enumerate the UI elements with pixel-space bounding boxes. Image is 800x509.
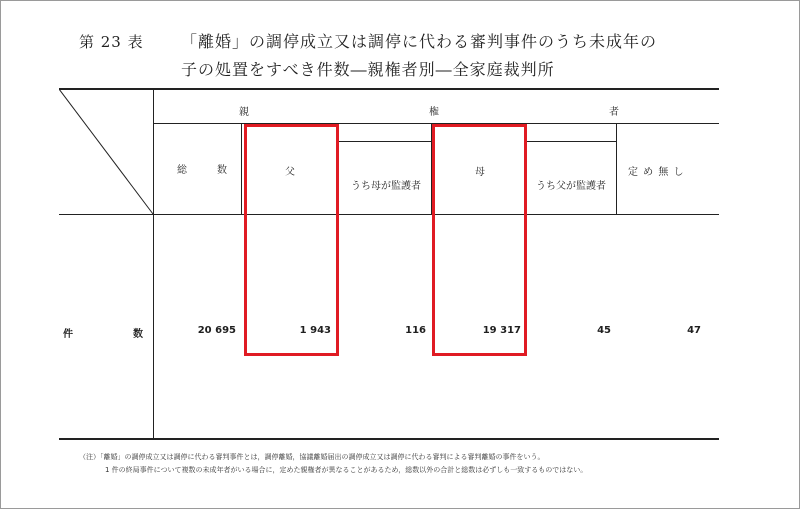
stub-diagonal-line — [59, 89, 154, 215]
table-title-line-2: 子の処置をすべき件数―親権者別―全家庭裁判所 — [181, 60, 555, 79]
sub-header-divider-father — [336, 141, 431, 142]
row-label-char-1: 件 — [63, 329, 73, 340]
column-border-5 — [616, 124, 617, 215]
column-border-1 — [241, 124, 242, 215]
value-father-custodian: 45 — [597, 325, 611, 336]
header-bottom-border — [59, 214, 719, 215]
group-header-char-1: 親 — [239, 107, 250, 118]
table-bottom-border — [59, 438, 719, 440]
value-mother: 19 317 — [482, 325, 521, 336]
value-total: 20 695 — [197, 325, 236, 336]
highlight-mother-column — [432, 124, 527, 356]
footnote-1: （注）「離婚」の調停成立又は調停に代わる審判事件とは，調停離婚，協議離婚届出の調停成立又は調停に代わる審判による審判離婚の事件をいう。 — [79, 453, 545, 461]
value-mother-custodian: 116 — [405, 325, 426, 336]
sub-header-divider-mother — [526, 141, 616, 142]
column-header-mother-custodian: うち母が監護者 — [351, 181, 421, 192]
column-header-undetermined: 定 め 無 し — [628, 167, 685, 178]
column-header-total: 総 数 — [177, 165, 237, 176]
table-title-line-1: 「離婚」の調停成立又は調停に代わる審判事件のうち未成年の — [181, 32, 658, 51]
column-header-mother: 母 — [475, 167, 486, 178]
group-header-char-3: 者 — [609, 107, 620, 118]
table-top-border — [59, 88, 719, 90]
value-father: 1 943 — [299, 325, 331, 336]
row-label-char-2: 数 — [133, 329, 143, 340]
column-header-father: 父 — [285, 167, 296, 178]
value-undetermined: 47 — [687, 325, 701, 336]
table-number: 第 23 表 — [79, 33, 144, 51]
group-header-char-2: 権 — [429, 107, 440, 118]
column-header-father-custodian: うち父が監護者 — [536, 181, 606, 192]
footnote-2: 1 件の終局事件について複数の未成年者がいる場合に，定めた親権者が異なることがあるため，総数以外の合計と総数は必ずしも一致するものではない。 — [105, 466, 588, 474]
highlight-father-column — [244, 124, 339, 356]
